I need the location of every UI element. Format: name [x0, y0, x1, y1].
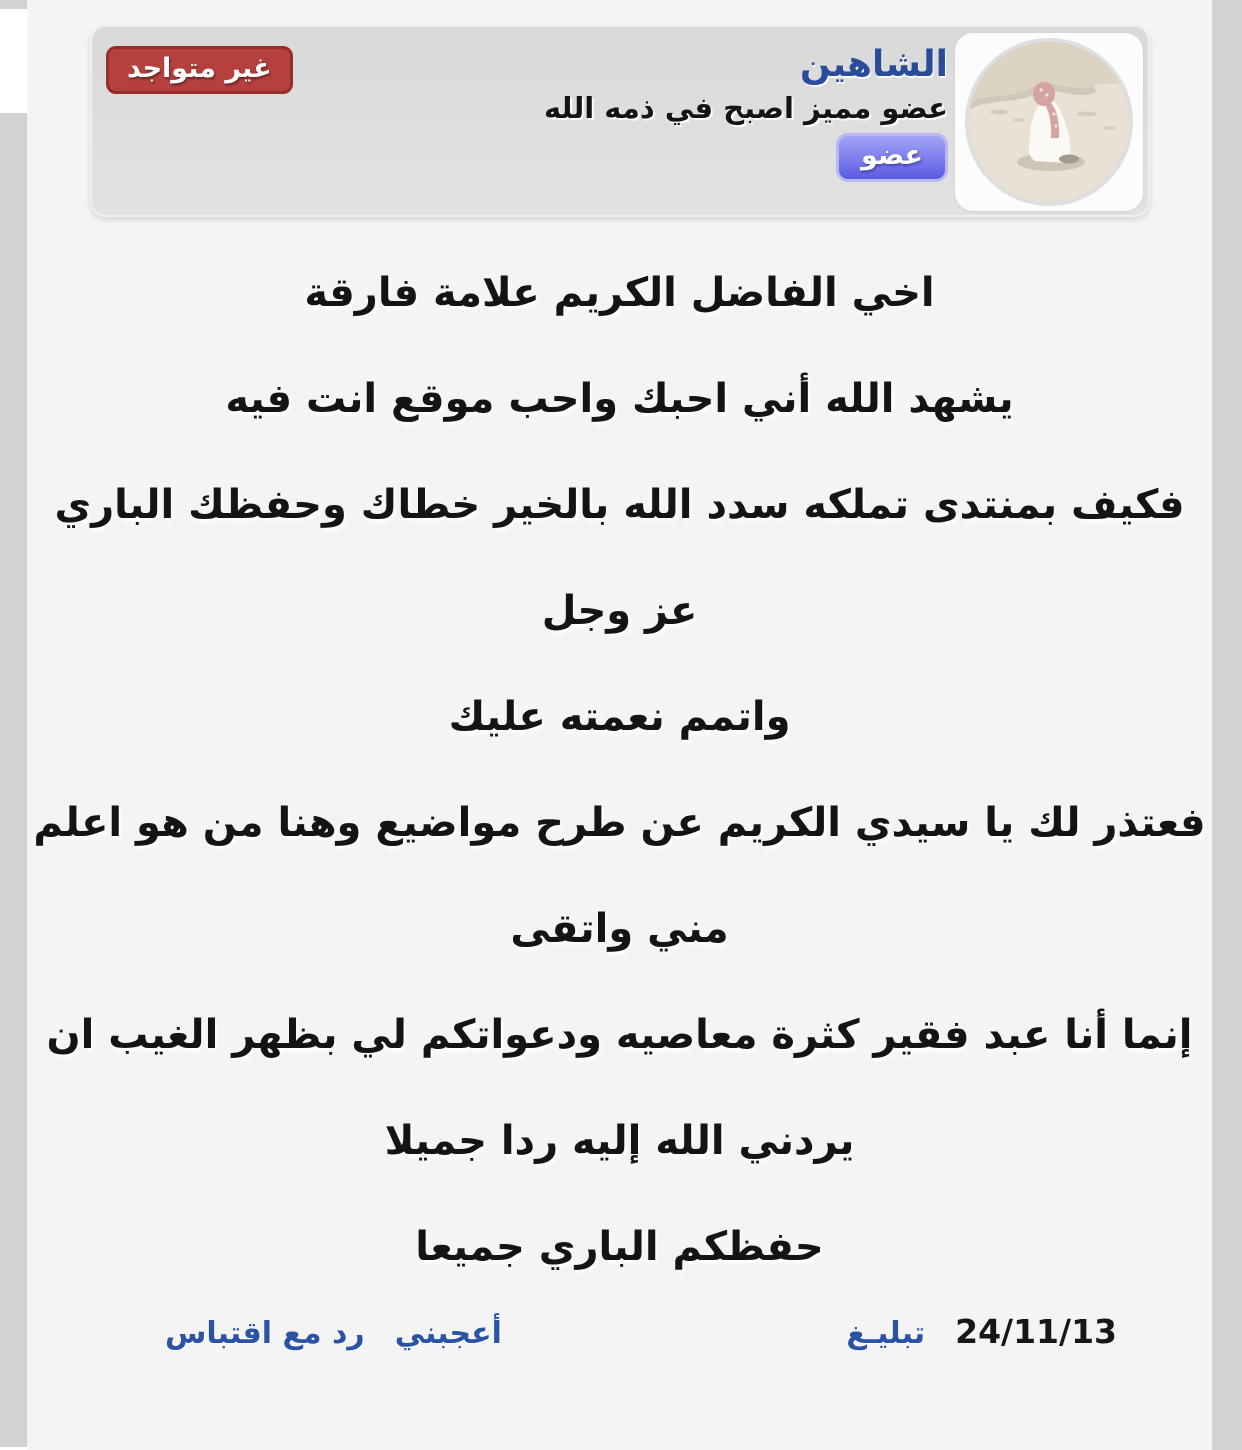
status-badge-offline: غير متواجد: [106, 46, 293, 94]
desert-prayer-image: [969, 42, 1129, 202]
post-text-line: يردني الله إليه ردا جميلا: [384, 1118, 855, 1164]
avatar[interactable]: [955, 33, 1143, 211]
post-text-line: فكيف بمنتدى تملكه سدد الله بالخير خطاك وحفظك الباري: [54, 482, 1185, 528]
scrollbar-thumb[interactable]: [0, 113, 27, 1447]
post-text-line: مني واتقى: [510, 906, 729, 952]
footer-left-group: [165, 1316, 502, 1351]
post-text-line: حفظكم الباري جميعا: [415, 1224, 824, 1270]
post-text-line: يشهد الله أني احبك واحب موقع انت فيه: [225, 376, 1014, 422]
report-link[interactable]: تبليـغ: [846, 1316, 926, 1351]
post-body: [27, 240, 1212, 1300]
like-button[interactable]: أعجبني: [394, 1316, 502, 1351]
member-rank-badge: عضو: [836, 133, 948, 182]
post-container: [27, 0, 1212, 1450]
post-header-card: [90, 25, 1150, 217]
quote-reply-button[interactable]: رد مع اقتباس: [165, 1316, 365, 1351]
post-footer: [27, 1312, 1212, 1351]
post-text-line: إنما أنا عبد فقير كثرة معاصيه ودعواتكم لي بظهر الغيب ان: [46, 1012, 1193, 1058]
footer-right-group: [846, 1312, 1117, 1351]
post-text-line: عز وجل: [541, 588, 698, 634]
username-link[interactable]: الشاهين: [799, 44, 948, 85]
post-text-line: واتمم نعمته عليك: [448, 694, 791, 740]
right-edge-strip: [1212, 0, 1242, 1450]
post-text-line: اخي الفاضل الكريم علامة فارقة: [304, 270, 935, 316]
user-title: عضو مميز اصبح في ذمه الله: [543, 91, 948, 126]
avatar-photo: [965, 38, 1133, 206]
scrollbar-cap: [0, 0, 27, 9]
post-date: 24/11/13: [955, 1312, 1117, 1351]
user-info-block: [544, 43, 948, 182]
post-text-line: فعتذر لك يا سيدي الكريم عن طرح مواضيع وهنا من هو اعلم: [33, 800, 1206, 846]
scrollbar-track: [0, 0, 27, 1450]
